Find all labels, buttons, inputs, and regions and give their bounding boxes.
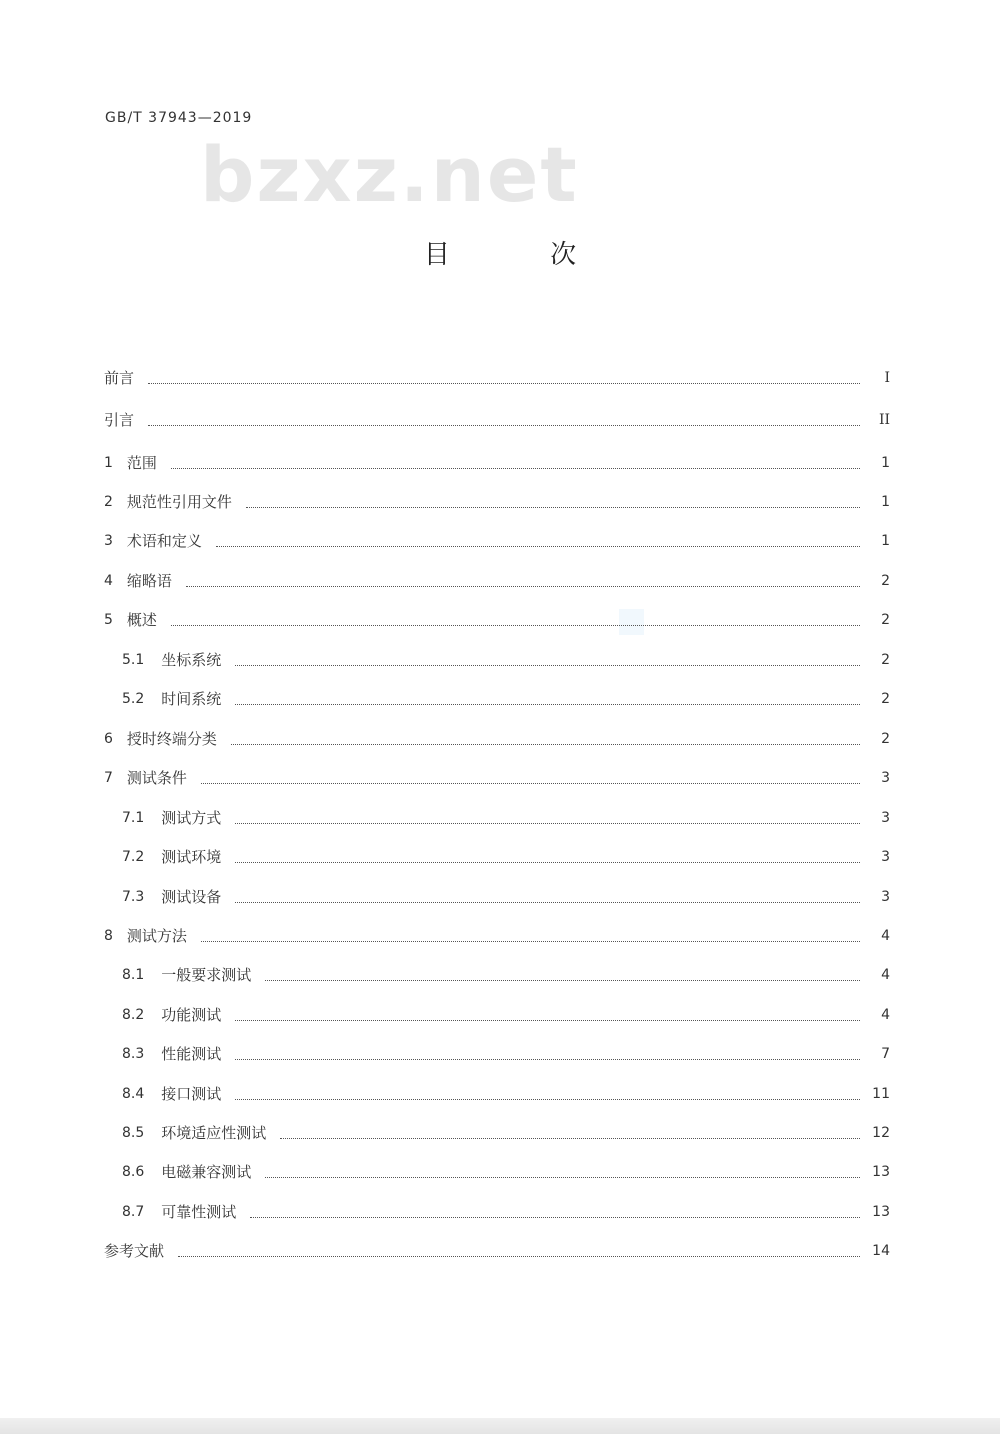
toc-entry-label: 环境适应性测试 <box>161 1124 267 1142</box>
toc-entry-page: 3 <box>881 810 890 826</box>
toc-entry[interactable] <box>122 1122 890 1144</box>
dot-leader <box>171 625 860 626</box>
dot-leader <box>265 980 860 981</box>
dot-leader <box>250 1217 860 1218</box>
toc-entry[interactable] <box>104 728 890 750</box>
toc-entry-label: 坐标系统 <box>161 651 222 669</box>
toc-entry-label: 规范性引用文件 <box>126 493 232 511</box>
toc-entry-number: 8.3 <box>122 1046 145 1062</box>
toc-entry[interactable] <box>104 767 890 789</box>
toc-entry-number: 8.4 <box>122 1086 145 1102</box>
dot-leader <box>171 468 860 469</box>
toc-entry-label: 概述 <box>126 611 157 629</box>
toc-entry-label: 接口测试 <box>161 1085 222 1103</box>
toc-entry-page: 7 <box>881 1046 890 1062</box>
toc-entry-page: 13 <box>872 1164 890 1180</box>
toc-entry[interactable] <box>122 886 890 908</box>
dot-leader <box>178 1256 860 1257</box>
toc-entry[interactable] <box>122 1201 890 1223</box>
dot-leader <box>280 1138 860 1139</box>
dot-leader <box>235 704 860 705</box>
toc-entry-label: 引言 <box>104 411 135 429</box>
toc-entry[interactable] <box>122 1161 890 1183</box>
toc-entry-page: 4 <box>881 928 890 944</box>
toc-entry-number: 8.5 <box>122 1125 145 1141</box>
dot-leader <box>235 1099 860 1100</box>
toc-entry[interactable] <box>104 409 890 431</box>
toc-entry-number: 5.2 <box>122 691 145 707</box>
dot-leader <box>231 744 860 745</box>
toc-entry-label: 测试方法 <box>126 927 187 945</box>
toc-entry-label: 一般要求测试 <box>161 966 252 984</box>
toc-entry-page: 2 <box>881 731 890 747</box>
dot-leader <box>235 862 860 863</box>
toc-entry-number: 5.1 <box>122 652 145 668</box>
toc-entry[interactable] <box>104 609 890 631</box>
toc-entry[interactable] <box>122 807 890 829</box>
toc-entry-page: 1 <box>881 494 890 510</box>
toc-entry-page: 2 <box>881 573 890 589</box>
toc-entry-label: 术语和定义 <box>126 532 202 550</box>
toc-entry-page: 2 <box>881 652 890 668</box>
toc-entry-page: 2 <box>881 612 890 628</box>
toc-entry[interactable] <box>122 1004 890 1026</box>
toc-entry[interactable] <box>122 1043 890 1065</box>
dot-leader <box>246 507 860 508</box>
toc-entry[interactable] <box>104 452 890 474</box>
toc-entry[interactable] <box>104 1240 890 1262</box>
toc-entry[interactable] <box>104 367 890 389</box>
toc-entry-number: 5 <box>104 612 113 628</box>
toc-entry-label: 时间系统 <box>161 690 222 708</box>
toc-entry-number: 7.1 <box>122 810 145 826</box>
dot-leader <box>186 586 860 587</box>
toc-entry-label: 参考文献 <box>104 1242 165 1260</box>
toc-entry-label: 测试环境 <box>161 848 222 866</box>
toc-entry-page: 4 <box>881 967 890 983</box>
toc-entry-page: 1 <box>881 455 890 471</box>
toc-entry-number: 7 <box>104 770 113 786</box>
toc-entry-number: 8.7 <box>122 1204 145 1220</box>
dot-leader <box>148 383 860 384</box>
toc-entry[interactable] <box>122 1083 890 1105</box>
watermark: bzxz.net <box>200 130 579 219</box>
toc-entry-page: 12 <box>872 1125 890 1141</box>
toc-entry[interactable] <box>104 925 890 947</box>
toc-entry-number: 6 <box>104 731 113 747</box>
toc-entry-label: 测试条件 <box>126 769 187 787</box>
toc-entry-page: I <box>884 370 890 386</box>
toc-entry-page: 14 <box>872 1243 890 1259</box>
toc-entry-label: 测试设备 <box>161 888 222 906</box>
toc-entry-number: 3 <box>104 533 113 549</box>
toc-entry-number: 4 <box>104 573 113 589</box>
toc-entry-page: II <box>878 412 890 428</box>
toc-entry[interactable] <box>104 491 890 513</box>
dot-leader <box>216 546 860 547</box>
toc-entry-label: 测试方式 <box>161 809 222 827</box>
toc-entry-label: 范围 <box>126 454 157 472</box>
toc-entry[interactable] <box>104 530 890 552</box>
toc-entry[interactable] <box>122 846 890 868</box>
toc-entry-label: 功能测试 <box>161 1006 222 1024</box>
toc-entry[interactable] <box>122 649 890 671</box>
toc-entry[interactable] <box>104 570 890 592</box>
toc-entry-number: 2 <box>104 494 113 510</box>
dot-leader <box>235 1059 860 1060</box>
toc-entry-page: 1 <box>881 533 890 549</box>
toc-entry[interactable] <box>122 964 890 986</box>
dot-leader <box>235 665 860 666</box>
toc-entry-label: 缩略语 <box>126 572 172 590</box>
dot-leader <box>201 941 860 942</box>
toc-entry[interactable] <box>122 688 890 710</box>
toc-entry-number: 8.2 <box>122 1007 145 1023</box>
toc-entry-page: 13 <box>872 1204 890 1220</box>
dot-leader <box>148 425 860 426</box>
toc-entry-label: 前言 <box>104 369 135 387</box>
toc-entry-number: 7.2 <box>122 849 145 865</box>
toc-entry-label: 授时终端分类 <box>126 730 217 748</box>
toc-entry-label: 性能测试 <box>161 1045 222 1063</box>
toc-entry-page: 4 <box>881 1007 890 1023</box>
dot-leader <box>201 783 860 784</box>
dot-leader <box>235 902 860 903</box>
toc-entry-label: 电磁兼容测试 <box>161 1163 252 1181</box>
toc-entry-page: 11 <box>872 1086 890 1102</box>
toc-entry-page: 2 <box>881 691 890 707</box>
toc-entry-number: 8.6 <box>122 1164 145 1180</box>
toc-entry-page: 3 <box>881 889 890 905</box>
toc-entry-number: 1 <box>104 455 113 471</box>
dot-leader <box>235 1020 860 1021</box>
toc-entry-number: 8 <box>104 928 113 944</box>
viewer-bottom-bar <box>0 1418 1000 1434</box>
standard-code: GB/T 37943—2019 <box>105 110 253 126</box>
toc-title: 目 次 <box>423 240 623 270</box>
toc-entry-page: 3 <box>881 770 890 786</box>
toc-entry-page: 3 <box>881 849 890 865</box>
dot-leader <box>235 823 860 824</box>
toc-entry-label: 可靠性测试 <box>161 1203 237 1221</box>
dot-leader <box>265 1177 860 1178</box>
toc-entry-number: 8.1 <box>122 967 145 983</box>
toc-entry-number: 7.3 <box>122 889 145 905</box>
